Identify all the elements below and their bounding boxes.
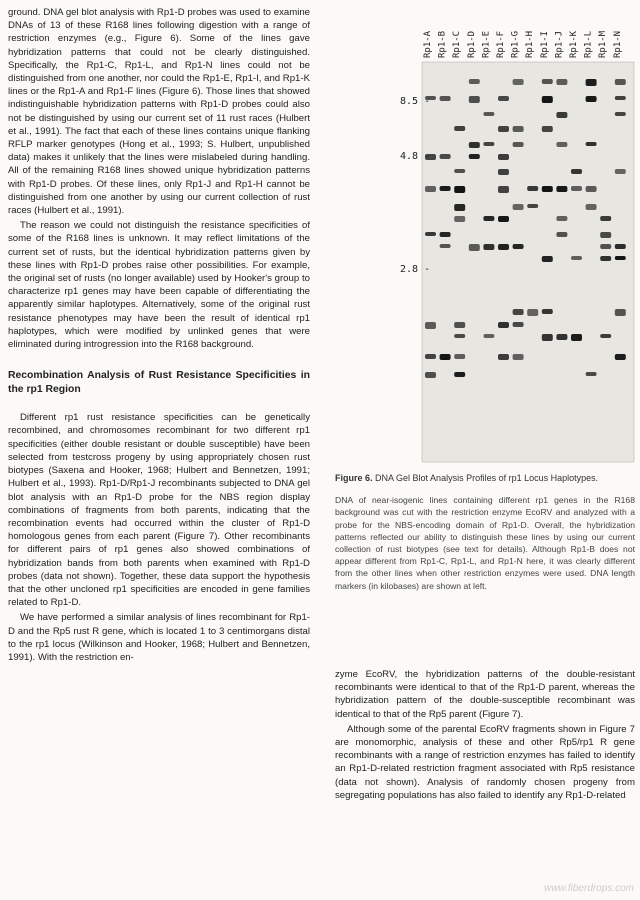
size-marker-label: 8.5 - bbox=[400, 96, 431, 107]
size-marker-label: 4.8 - bbox=[400, 151, 431, 162]
gel-band bbox=[425, 372, 436, 378]
gel-band bbox=[600, 334, 611, 338]
gel-band bbox=[527, 309, 538, 316]
gel-band bbox=[571, 256, 582, 260]
gel-band bbox=[586, 96, 597, 102]
watermark-text: www.fiberdrops.com bbox=[543, 883, 634, 894]
section-heading: Recombination Analysis of Rust Resistance Specificities in the rp1 Region bbox=[8, 370, 310, 396]
gel-band bbox=[454, 216, 465, 222]
gel-band bbox=[513, 354, 524, 360]
gel-band bbox=[440, 186, 451, 191]
gel-band bbox=[469, 244, 480, 251]
lane-label: Rp1-I bbox=[539, 30, 550, 58]
lane-label: Rp1-L bbox=[583, 30, 594, 58]
gel-band bbox=[454, 169, 465, 173]
gel-band bbox=[513, 309, 524, 315]
gel-band bbox=[586, 142, 597, 146]
gel-band bbox=[542, 96, 553, 103]
gel-band bbox=[600, 232, 611, 238]
gel-band bbox=[615, 96, 626, 100]
figure-caption bbox=[335, 472, 635, 592]
lane-label: Rp1-E bbox=[481, 30, 492, 58]
right-column bbox=[335, 668, 635, 804]
gel-band bbox=[513, 322, 524, 327]
lane-label: Rp1-A bbox=[423, 30, 433, 58]
lane-label: Rp1-M bbox=[598, 30, 609, 58]
lane-label: Rp1-C bbox=[452, 30, 463, 58]
gel-band bbox=[527, 186, 538, 191]
gel-band bbox=[498, 216, 509, 222]
lane-label: Rp1-J bbox=[554, 30, 565, 58]
gel-band bbox=[483, 334, 494, 338]
gel-band bbox=[571, 169, 582, 174]
lane-label: Rp1-B bbox=[437, 30, 448, 58]
lane-label: Rp1-D bbox=[466, 30, 477, 58]
body-paragraph: ground. DNA gel blot analysis with Rp1-D probes was used to examine DNAs of 13 of these R168 lines following digestion with a range of restriction enzymes (e.g., Figure 6). Some of the lines gave hybridization patterns that could not be clearly distinguished. Specifically, the Rp1-C, Rp1-L, and Rp1-N lines could not be distinguished from one another, nor could the Rp1-E, Rp1-I, and Rp1-K lines or the Rp1-A and Rp1-F lines (Figure 6). Those lines that showed indistinguishable hybridization patterns with Rp1-D probes could also not be distinguished by using our current set of 11 rust races (Hulbert et al., 1991). The fact that each of these lines contains unique flanking RFLP marker genotypes (Hong et al., 1993; S. Hulbert, unpublished data) makes it unlikely that the lines were mislabeled during handling. All of the remaining R168 lines showed unique hybridization patterns with Rp1-D probes. Of these lines, only Rp1-J and Rp1-H cannot be distinguished from one another by using our current collection of rust races (Hulbert et al., 1991). bbox=[8, 7, 310, 217]
gel-band bbox=[571, 334, 582, 341]
gel-band bbox=[454, 354, 465, 359]
left-column bbox=[8, 6, 310, 666]
gel-band bbox=[483, 142, 494, 146]
gel-band bbox=[542, 126, 553, 132]
body-paragraph: We have performed a similar analysis of lines recombinant for Rp1-D and the Rp5 rust R gene, which is located 1 to 3 centimorgans distal to the rp1 locus (Wilkinson and Hooker, 1968; Hulbert and Bennetzen, 1991). With the restriction en- bbox=[8, 612, 310, 663]
caption-title bbox=[335, 472, 635, 484]
gel-band bbox=[571, 186, 582, 191]
gel-band bbox=[483, 216, 494, 221]
gel-band bbox=[600, 256, 611, 261]
caption-figure-number: Figure 6. bbox=[335, 473, 373, 483]
gel-band bbox=[498, 244, 509, 250]
gel-band bbox=[469, 142, 480, 148]
gel-band bbox=[454, 186, 465, 193]
gel-band bbox=[440, 244, 451, 248]
gel-band bbox=[556, 142, 567, 147]
gel-band bbox=[556, 112, 567, 118]
gel-band bbox=[498, 154, 509, 160]
gel-band bbox=[542, 309, 553, 314]
lane-label: Rp1-K bbox=[569, 30, 579, 58]
gel-band bbox=[425, 186, 436, 192]
gel-band bbox=[615, 112, 626, 116]
gel-band bbox=[440, 154, 451, 159]
gel-band bbox=[498, 126, 509, 132]
gel-band bbox=[454, 334, 465, 338]
gel-band bbox=[425, 322, 436, 329]
gel-band bbox=[556, 186, 567, 192]
gel-band bbox=[425, 354, 436, 359]
gel-band bbox=[615, 309, 626, 316]
gel-band bbox=[440, 232, 451, 237]
gel-band bbox=[556, 79, 567, 85]
lane-label: Rp1-F bbox=[496, 30, 506, 58]
gel-band bbox=[513, 244, 524, 249]
gel-band bbox=[469, 79, 480, 84]
gel-band bbox=[513, 126, 524, 132]
gel-blot-figure bbox=[400, 4, 636, 464]
gel-band bbox=[600, 216, 611, 221]
caption-body: DNA of near-isogenic lines containing different rp1 genes in the R168 background was cut with the restriction enzyme EcoRV and analyzed with a probe for the NBS-encoding domain of Rp1-D. Overall, the hybridization patterns reflected our ability to distinguish these lines by using our current collection of rust biotypes (see text for details). Although Rp1-B does not appear different from Rp1-C, Rp1-L, and Rp1-N here, it was clearly different from the other lines when other restriction enzymes were used. DNA length markers (in kilobases) are shown at left. bbox=[335, 495, 635, 591]
gel-band bbox=[615, 244, 626, 249]
body-paragraph: The reason we could not distinguish the resistance specificities of some of the R168 lines is unknown. It may reflect limitations of the current set of rusts, but the identical hybridization patterns given by these lines with Rp1-D probes raise other possibilities. For example, the original set of rusts (no longer available) used by Hooker's group to characterize rp1 genes may have been capable of differentiating the apparently similar haplotypes. Alternatively, some of the original rust resistance phenotypes may have been the result of identical rp1 haplotypes, which were modified by unlinked genes that were eliminated during introgression into the R168 background. bbox=[8, 220, 310, 351]
gel-band bbox=[454, 372, 465, 377]
gel-band bbox=[498, 186, 509, 193]
gel-band bbox=[498, 96, 509, 101]
gel-band bbox=[615, 79, 626, 85]
gel-band bbox=[542, 186, 553, 192]
gel-band bbox=[483, 112, 494, 116]
gel-band bbox=[542, 256, 553, 262]
gel-band bbox=[498, 354, 509, 360]
body-paragraph: zyme EcoRV, the hybridization patterns of the double-resistant recombinants were identical to that of the Rp1-D parent, whereas the hybridization pattern of the double-susceptible recombinant was identical to that of the Rp5 parent (Figure 7). bbox=[335, 669, 635, 720]
body-paragraph: Different rp1 rust resistance specificities can be genetically recombined, and chromosomes recombinant for two different rp1 specificities (either double resistant or double susceptible) have been selected from testcross progeny by using appropriately chosen rust biotypes (Saxena and Hooker, 1968; Hulbert and Bennetzen, 1991; Hulbert et al., 1993). Rp1-D/Rp1-J recombinants subjected to DNA gel blot analysis with an Rp1-D probe for the NBS region display combinations of fragments from both parents, indicating that the recombination events had occurred within the cluster of Rp1-D homologous genes from each parent (Figure 7). Other recombinants for different pairs of rp1 genes also showed combinations of hybridization bands from both parents when examined with Rp1-D probes (data not shown). Together, these data support the hypothesis that the other uncloned rp1 specificities are encoded in gene families related to Rp1-D. bbox=[8, 412, 310, 609]
gel-band bbox=[586, 204, 597, 210]
lane-label: Rp1-H bbox=[525, 30, 536, 58]
gel-band bbox=[556, 334, 567, 340]
size-marker-label: 2.8 - bbox=[400, 264, 431, 275]
gel-band bbox=[527, 204, 538, 208]
gel-band bbox=[542, 334, 553, 341]
gel-band bbox=[586, 79, 597, 86]
body-paragraph: Although some of the parental EcoRV fragments shown in Figure 7 are monomorphic, analysis of these and other Rp5/rp1 R gene recombinants with a range of restriction enzymes has failed to identify an Rp1-D-related restriction fragment associated with Rp5 resistance (data not shown). Analysis of randomly chosen progeny from segregating populations has also failed to identify any Rp1-D-related bbox=[335, 723, 635, 801]
gel-band bbox=[615, 354, 626, 360]
gel-band bbox=[498, 322, 509, 328]
gel-band bbox=[586, 186, 597, 192]
gel-band bbox=[513, 142, 524, 147]
gel-band bbox=[425, 232, 436, 236]
gel-band bbox=[556, 216, 567, 221]
gel-band bbox=[615, 169, 626, 174]
lane-label: Rp1-G bbox=[510, 30, 521, 58]
gel-band bbox=[513, 79, 524, 85]
caption-title-text: DNA Gel Blot Analysis Profiles of rp1 Locus Haplotypes. bbox=[375, 473, 599, 483]
gel-band bbox=[483, 244, 494, 250]
gel-band bbox=[440, 96, 451, 101]
gel-band bbox=[542, 79, 553, 84]
gel-band bbox=[615, 256, 626, 260]
gel-band bbox=[454, 126, 465, 131]
gel-band bbox=[556, 232, 567, 237]
lane-label: Rp1-N bbox=[612, 30, 623, 58]
gel-band bbox=[440, 354, 451, 360]
gel-band bbox=[513, 204, 524, 210]
gel-band bbox=[586, 372, 597, 376]
gel-band bbox=[469, 96, 480, 103]
gel-band bbox=[498, 169, 509, 175]
gel-band bbox=[454, 204, 465, 211]
gel-band bbox=[454, 322, 465, 328]
gel-band bbox=[469, 154, 480, 159]
gel-band bbox=[600, 244, 611, 249]
